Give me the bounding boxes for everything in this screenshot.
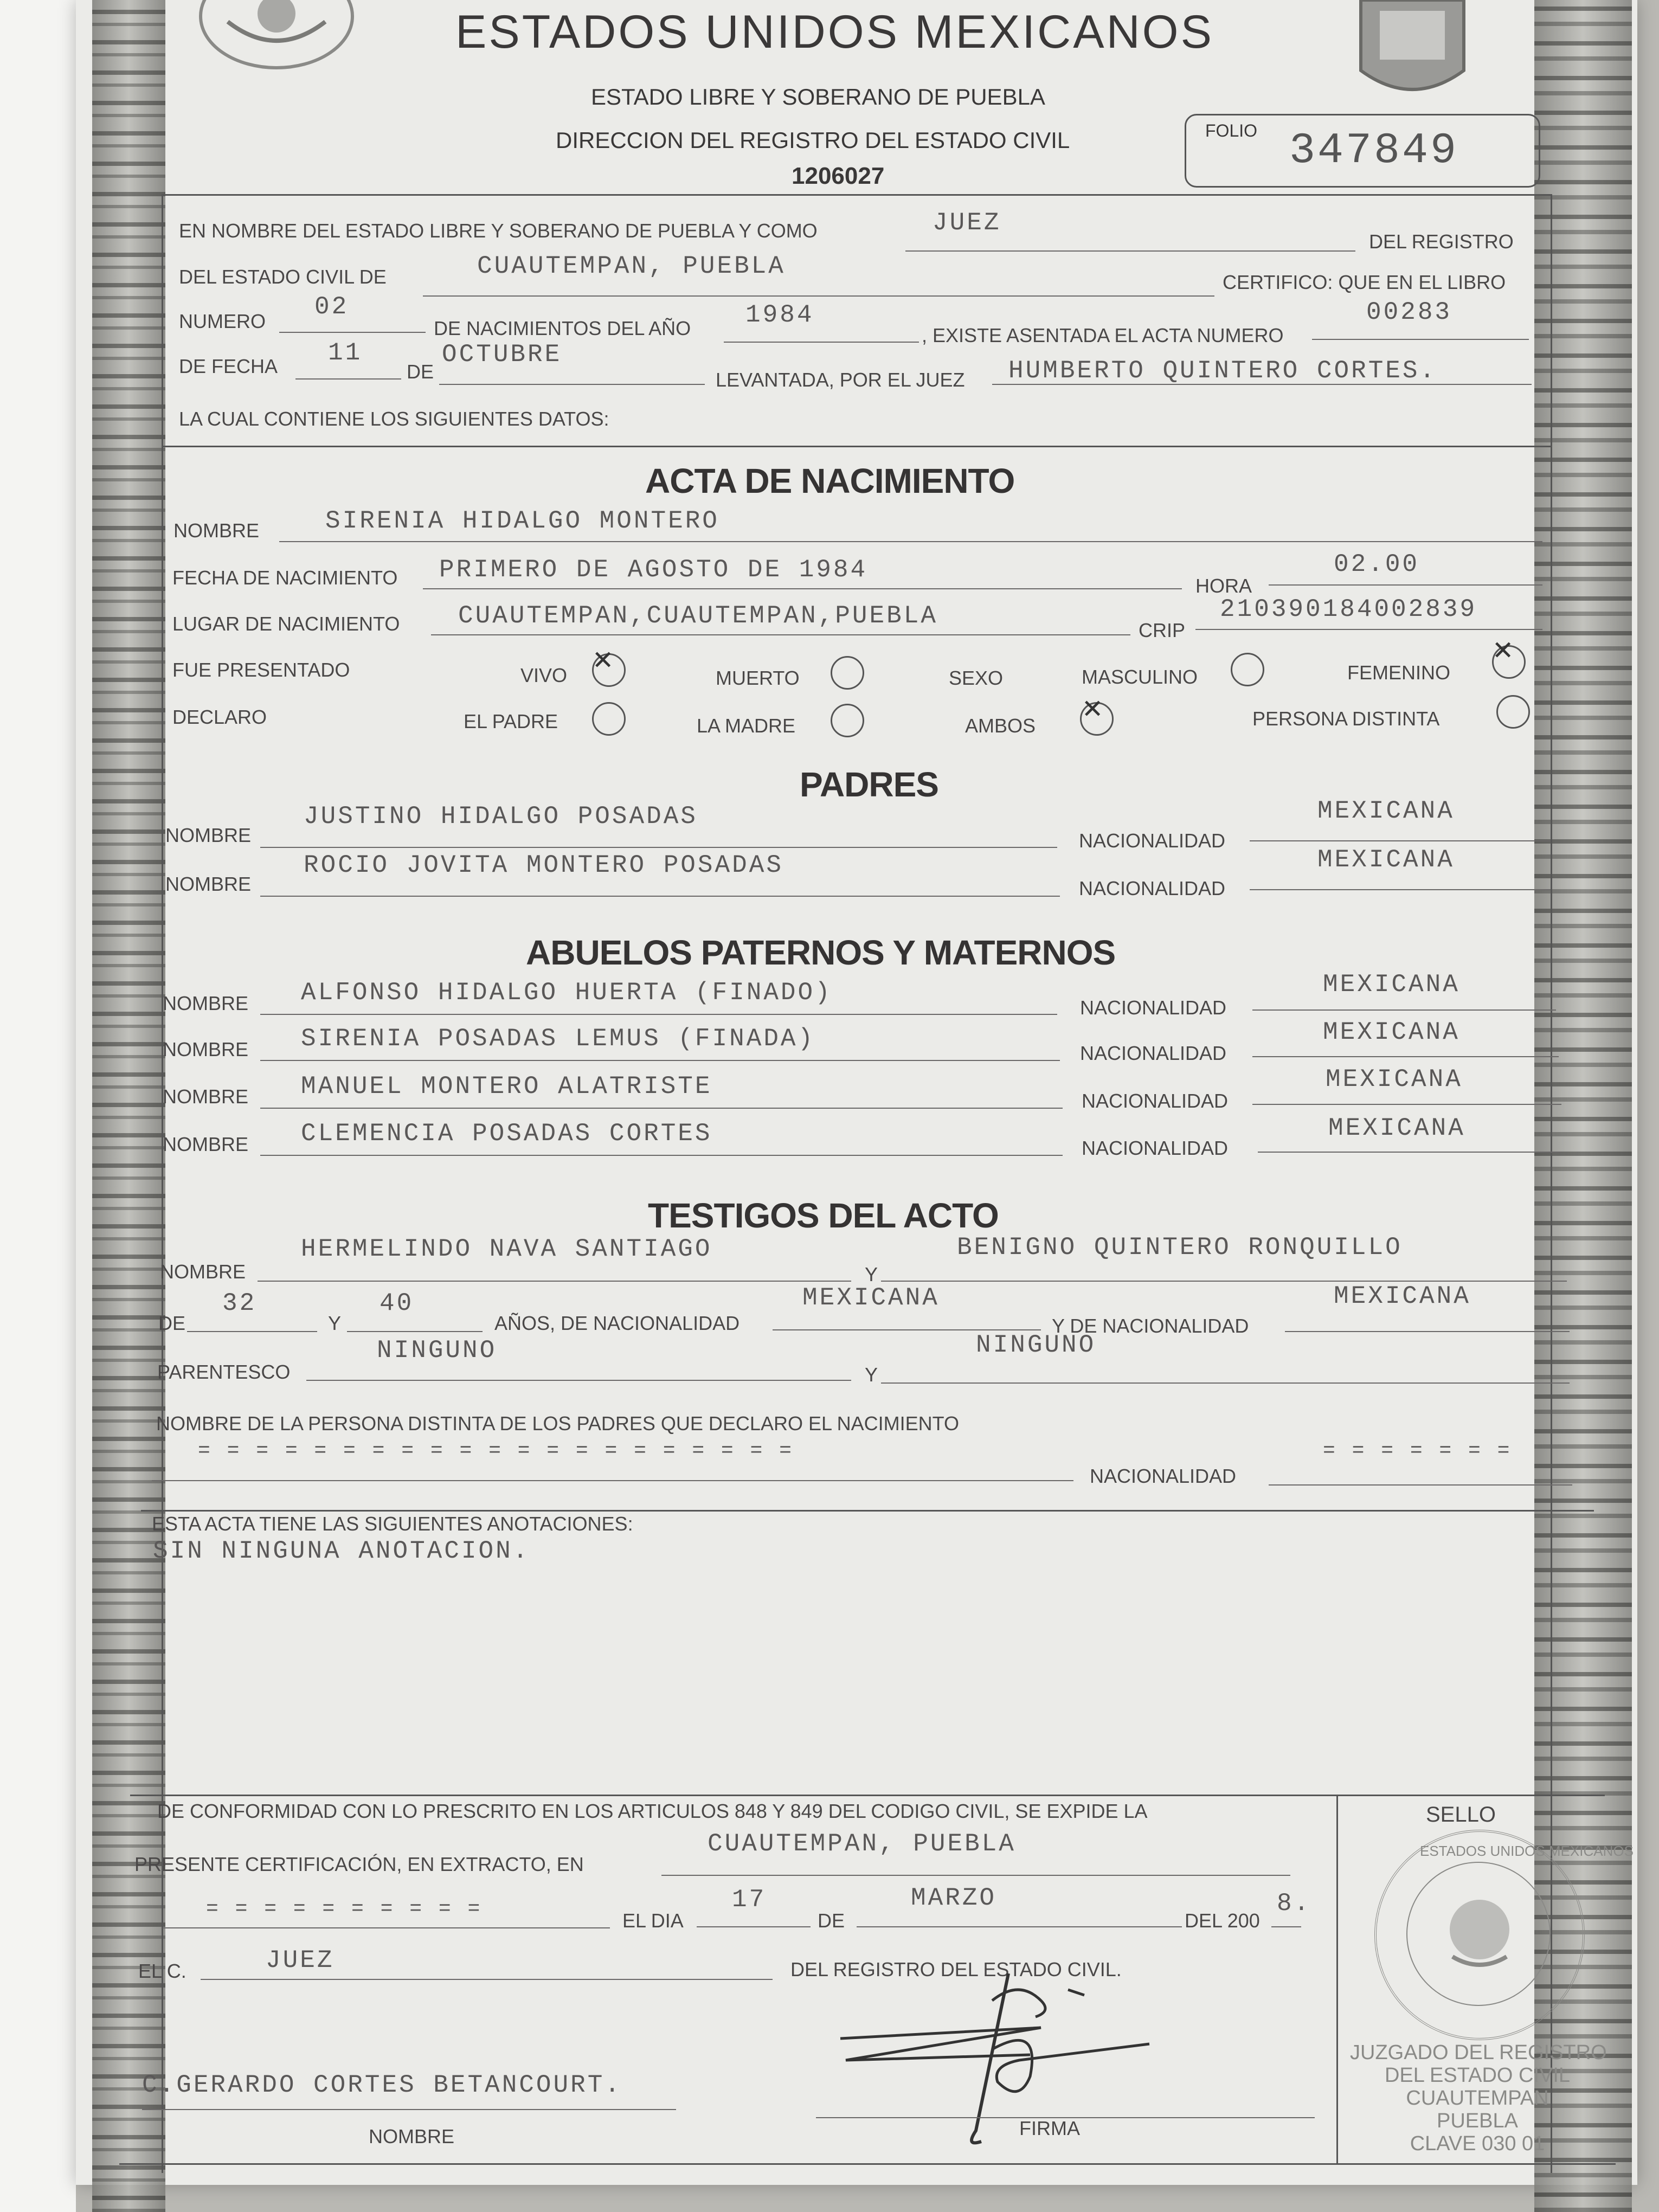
abuelo4-nac-label: NACIONALIDAD	[1082, 1137, 1229, 1159]
mes-line	[439, 384, 705, 385]
madre-nombre-label: NOMBRE	[165, 873, 252, 895]
anotaciones-label: ESTA ACTA TIENE LAS SIGUIENTES ANOTACIONES:	[152, 1513, 633, 1535]
declaro-label: DECLARO	[172, 706, 267, 728]
abuelo3-line	[260, 1108, 1063, 1109]
grandparent-2-name: SIRENIA POSADAS LEMUS (FINADA)	[301, 1025, 815, 1053]
distinta-nombre-line	[152, 1480, 1073, 1481]
intro-line3-c: , EXISTE ASENTADA EL ACTA NUMERO	[922, 324, 1284, 346]
dia-expide-line	[697, 1926, 811, 1927]
abuelo3-label: NOMBRE	[163, 1085, 249, 1108]
intro-libro: 02	[314, 293, 349, 321]
stamp-line-4: PUEBLA	[1437, 2110, 1518, 2132]
stamp-line-2: DEL ESTADO CIVIL	[1384, 2064, 1571, 2087]
muerto-label: MUERTO	[716, 667, 800, 689]
edad2-line	[347, 1331, 483, 1332]
divider-annotations	[141, 1510, 1594, 1512]
abuelo1-nac-label: NACIONALIDAD	[1080, 996, 1227, 1019]
intro-mes: OCTUBRE	[442, 340, 562, 369]
vivo-label: VIVO	[520, 664, 568, 686]
madre-nac-label: NACIONALIDAD	[1079, 877, 1226, 899]
abuelo4-line	[260, 1155, 1063, 1156]
mother-name: ROCIO JOVITA MONTERO POSADAS	[304, 851, 783, 879]
intro-line1-b: DEL REGISTRO	[1369, 230, 1514, 253]
edad-de-label: DE	[158, 1312, 186, 1334]
witness-1-name: HERMELINDO NAVA SANTIAGO	[301, 1235, 712, 1263]
parentesco-y: Y	[865, 1364, 878, 1386]
parentesco-label: PARENTESCO	[157, 1361, 291, 1383]
de-label: DE	[818, 1909, 845, 1932]
stamp-line-5: CLAVE 030 01	[1410, 2132, 1545, 2155]
expide-lugar: CUAUTEMPAN, PUEBLA	[708, 1830, 1016, 1858]
abuelo2-nac-line	[1252, 1056, 1559, 1057]
grandparent-3-nationality: MEXICANA	[1326, 1065, 1463, 1094]
madre-checkbox	[831, 704, 864, 737]
anio-expide-line	[1271, 1926, 1301, 1927]
fecha-line	[423, 588, 1182, 589]
masculino-checkbox	[1231, 653, 1264, 686]
hora-line	[1269, 584, 1542, 586]
official-name: C.GERARDO CORTES BETANCOURT.	[142, 2071, 622, 2099]
femenino-check-mark: ✕	[1492, 635, 1514, 666]
birth-place: CUAUTEMPAN,CUAUTEMPAN,PUEBLA	[458, 602, 938, 630]
madre-label: LA MADRE	[697, 715, 796, 737]
vivo-check-mark: ✕	[592, 645, 614, 676]
left-ornamental-border	[92, 0, 165, 2212]
intro-line4-c: LEVANTADA, POR EL JUEZ	[716, 369, 965, 391]
abuelo4-label: NOMBRE	[163, 1133, 249, 1155]
sello-label: SELLO	[1426, 1803, 1496, 1827]
eldia-label: EL DIA	[622, 1909, 684, 1932]
nac2-line	[1285, 1331, 1570, 1332]
grandparent-1-name: ALFONSO HIDALGO HUERTA (FINADO)	[301, 979, 832, 1007]
distinta-nombre-value: = = = = = = = = = = = = = = = = = = = = =	[198, 1439, 794, 1463]
stamp-line-1: JUZGADO DEL REGISTRO	[1350, 2041, 1607, 2064]
footer-line1: DE CONFORMIDAD CON LO PRESCRITO EN LOS ARTICULOS 848 Y 849 DEL CODIGO CIVIL, SE EXPIDE LA	[157, 1800, 1148, 1822]
grandparent-3-name: MANUEL MONTERO ALATRISTE	[301, 1072, 712, 1101]
abuelo2-label: NOMBRE	[163, 1038, 249, 1060]
page-edge	[0, 0, 76, 2212]
grandparent-2-nationality: MEXICANA	[1323, 1018, 1460, 1046]
ambos-label: AMBOS	[965, 715, 1036, 737]
abuelo1-line	[260, 1014, 1057, 1015]
frame-top	[163, 194, 1551, 196]
sexo-label: SEXO	[949, 667, 1004, 689]
birth-hour: 02.00	[1334, 550, 1420, 578]
intro-line5: LA CUAL CONTIENE LOS SIGUIENTES DATOS:	[179, 408, 609, 430]
official-title: JUEZ	[266, 1946, 335, 1975]
femenino-label: FEMENINO	[1347, 661, 1451, 684]
witness-2-name: BENIGNO QUINTERO RONQUILLO	[957, 1233, 1403, 1262]
registro-label: DEL REGISTRO DEL ESTADO CIVIL.	[790, 1958, 1122, 1980]
abuelo3-nac-line	[1252, 1104, 1561, 1105]
handwritten-signature	[813, 1968, 1193, 2147]
nombre-footer-label: NOMBRE	[369, 2125, 455, 2147]
divider-intro	[163, 446, 1551, 447]
expide-mes: MARZO	[911, 1884, 997, 1912]
nombre-label: NOMBRE	[173, 519, 260, 542]
distinta-nombre-label: NOMBRE DE LA PERSONA DISTINTA DE LOS PADRES QUE DECLARO EL NACIMIENTO	[156, 1412, 960, 1435]
masculino-label: MASCULINO	[1082, 666, 1198, 688]
madre-nac-line	[1250, 889, 1551, 890]
anio-line	[724, 342, 919, 343]
distinta-nac-value: = = = = = = =	[1323, 1439, 1512, 1463]
crip-number: 210390184002839	[1220, 595, 1477, 623]
country-title: ESTADOS UNIDOS MEXICANOS	[455, 6, 1214, 58]
abuelo1-nac-line	[1252, 1009, 1556, 1011]
seal-eagle-icon	[1442, 1892, 1517, 1973]
edad-y-label: Y	[328, 1312, 342, 1334]
father-name: JUSTINO HIDALGO POSADAS	[304, 802, 698, 831]
testigo1-line	[258, 1281, 851, 1282]
cargo-line	[201, 1979, 773, 1980]
intro-line4-b: DE	[407, 361, 434, 383]
official-seal	[1374, 1830, 1634, 2040]
dashes-line	[163, 1927, 610, 1928]
section-acta-title: ACTA DE NACIMIENTO	[645, 461, 1015, 500]
intro-line2-a: DEL ESTADO CIVIL DE	[179, 266, 387, 288]
y-nac-label: Y DE NACIONALIDAD	[1052, 1315, 1249, 1337]
serial-number: 1206027	[792, 163, 885, 189]
parentesco2-line	[881, 1382, 1570, 1384]
abuelo3-nac-label: NACIONALIDAD	[1082, 1090, 1229, 1112]
edad1-line	[187, 1331, 317, 1332]
intro-line3-b: DE NACIMIENTOS DEL AÑO	[434, 317, 691, 339]
stamp-line-3: CUAUTEMPAN	[1406, 2087, 1549, 2110]
testigo2-line	[881, 1281, 1567, 1282]
crip-line	[1195, 629, 1542, 630]
seal-stamp-text	[1350, 2041, 1605, 2155]
intro-acta: 00283	[1366, 298, 1452, 326]
padre-nac-label: NACIONALIDAD	[1079, 829, 1226, 852]
firma-label: FIRMA	[1019, 2117, 1080, 2139]
expide-dia: 17	[732, 1886, 767, 1914]
padre-checkbox	[592, 702, 626, 736]
folio-box	[1185, 114, 1540, 188]
testigo-y: Y	[865, 1263, 878, 1285]
distinta-nac-label: NACIONALIDAD	[1090, 1465, 1237, 1487]
elc-label: EL C.	[138, 1960, 187, 1982]
lugar-line	[423, 295, 1214, 297]
registrant-name: SIRENIA HIDALGO MONTERO	[325, 507, 719, 535]
section-testigos-title: TESTIGOS DEL ACTO	[648, 1196, 999, 1235]
distinta-nac-line	[1269, 1484, 1572, 1486]
hora-label: HORA	[1195, 575, 1252, 597]
presentado-label: FUE PRESENTADO	[172, 659, 350, 681]
folio-number: 347849	[1289, 126, 1459, 176]
anios-label: AÑOS, DE NACIONALIDAD	[494, 1312, 740, 1334]
grandparent-1-nationality: MEXICANA	[1323, 970, 1460, 999]
crip-label: CRIP	[1139, 619, 1186, 641]
padre-nombre-label: NOMBRE	[165, 824, 252, 846]
madre-nombre-line	[260, 896, 1060, 897]
distinta-checkbox	[1496, 695, 1530, 729]
ambos-check-mark: ✕	[1082, 694, 1104, 724]
witness-1-age: 32	[222, 1289, 257, 1317]
nombre-line	[279, 541, 1542, 542]
mother-nationality: MEXICANA	[1317, 846, 1455, 874]
fecha-label: FECHA DE NACIMIENTO	[172, 567, 398, 589]
abuelo4-nac-line	[1258, 1152, 1561, 1153]
intro-juez-nombre: HUMBERTO QUINTERO CORTES.	[1008, 357, 1437, 385]
intro-line4-a: DE FECHA	[179, 355, 278, 377]
section-padres-title: PADRES	[800, 765, 938, 804]
folio-label: FOLIO	[1205, 121, 1258, 140]
puebla-shield-emblem	[1350, 0, 1475, 103]
testigo-nombre-label: NOMBRE	[160, 1261, 246, 1283]
witness-2-relation: NINGUNO	[976, 1331, 1096, 1359]
section-abuelos-title: ABUELOS PATERNOS Y MATERNOS	[526, 933, 1116, 972]
expide-lugar-line	[661, 1875, 1290, 1876]
intro-lugar: CUAUTEMPAN, PUEBLA	[477, 252, 786, 280]
divider-footer	[130, 1795, 1605, 1796]
grandparent-4-name: CLEMENCIA POSADAS CORTES	[301, 1120, 712, 1148]
abuelo2-line	[260, 1060, 1060, 1061]
distinta-label: PERSONA DISTINTA	[1252, 708, 1440, 730]
father-nationality: MEXICANA	[1317, 797, 1455, 825]
parentesco1-line	[306, 1380, 851, 1381]
muerto-checkbox	[831, 656, 864, 690]
footer-line2: PRESENTE CERTIFICACIÓN, EN EXTRACTO, EN	[134, 1853, 584, 1875]
abuelo2-nac-label: NACIONALIDAD	[1080, 1042, 1227, 1064]
mes-expide-line	[857, 1926, 1182, 1927]
frame-left	[162, 194, 163, 2173]
dia-line	[295, 378, 401, 380]
del-label: DEL 200	[1185, 1909, 1260, 1932]
padre-nombre-line	[260, 847, 1057, 848]
office-title: DIRECCION DEL REGISTRO DEL ESTADO CIVIL	[556, 127, 1070, 153]
frame-bottom	[119, 2163, 1616, 2165]
divider-seal	[1336, 1795, 1338, 2163]
official-name-line	[142, 2109, 676, 2110]
witness-1-nationality: MEXICANA	[802, 1284, 940, 1312]
intro-line3-a: NUMERO	[179, 310, 266, 332]
footer-dashes: = = = = = = = = = =	[206, 1898, 483, 1921]
anotaciones-text: SIN NINGUNA ANOTACION.	[153, 1537, 530, 1565]
libro-line	[279, 332, 426, 333]
seal-ring-text: ESTADOS UNIDOS MEXICANOS	[1420, 1843, 1634, 1859]
abuelo1-label: NOMBRE	[163, 992, 249, 1014]
coat-of-arms-emblem	[195, 0, 358, 70]
juez-line	[905, 250, 1355, 252]
intro-dia: 11	[328, 339, 363, 367]
witness-1-relation: NINGUNO	[377, 1336, 497, 1365]
nac1-line	[773, 1329, 1041, 1330]
witness-2-age: 40	[380, 1289, 414, 1317]
birth-date: PRIMERO DE AGOSTO DE 1984	[439, 556, 868, 584]
intro-line1-a: EN NOMBRE DEL ESTADO LIBRE Y SOBERANO DE PUEBLA Y COMO	[179, 220, 818, 242]
expide-anio: 8.	[1277, 1889, 1311, 1918]
padre-label: EL PADRE	[464, 710, 558, 732]
witness-2-nationality: MEXICANA	[1334, 1282, 1471, 1310]
state-title: ESTADO LIBRE Y SOBERANO DE PUEBLA	[591, 84, 1045, 110]
lugar-nac-line	[431, 634, 1130, 635]
intro-anio: 1984	[745, 301, 814, 329]
intro-juez: JUEZ	[933, 209, 1001, 237]
padre-nac-line	[1250, 840, 1551, 841]
intro-line2-b: CERTIFICO: QUE EN EL LIBRO	[1223, 271, 1506, 293]
acta-line	[1312, 339, 1529, 340]
grandparent-4-nationality: MEXICANA	[1328, 1114, 1465, 1142]
lugar-label: LUGAR DE NACIMIENTO	[172, 613, 400, 635]
